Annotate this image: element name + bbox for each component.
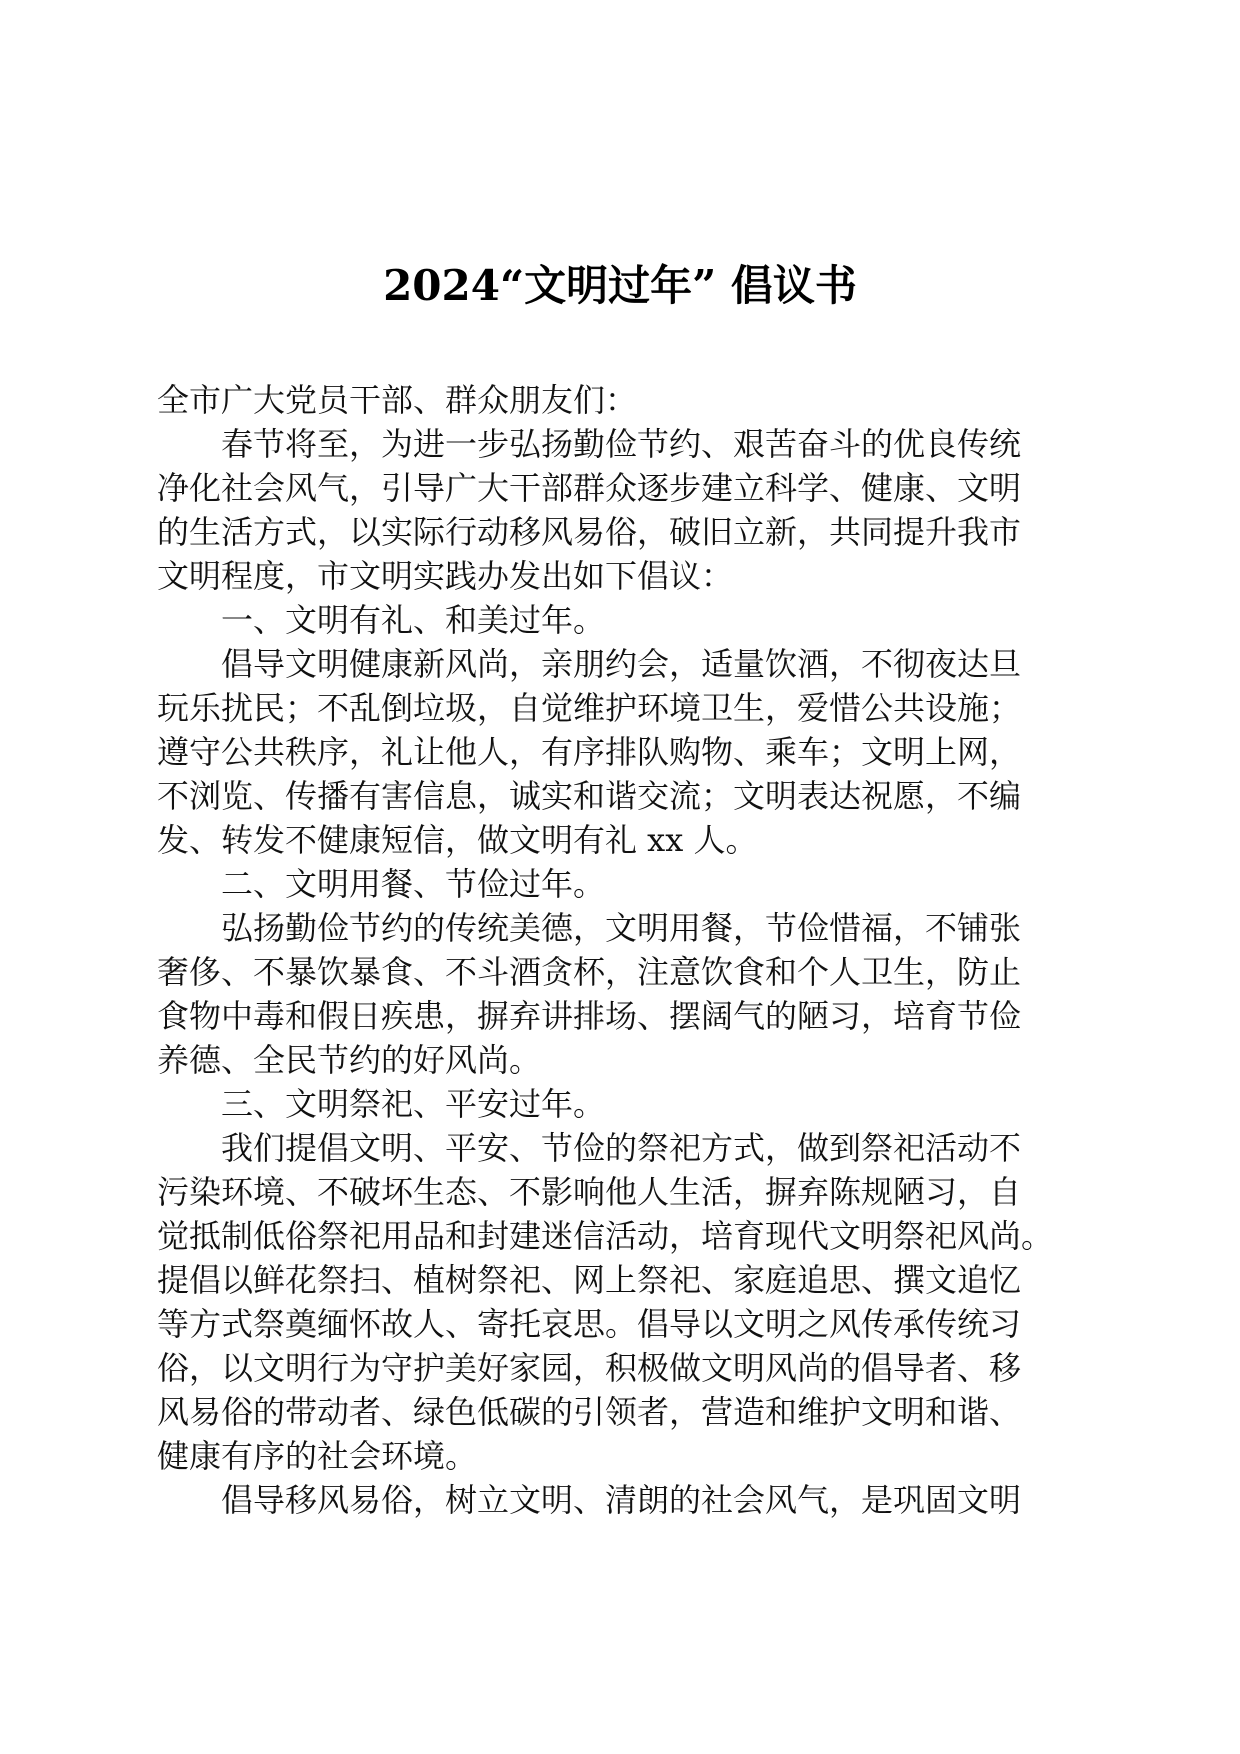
body-text-line: 污染环境、不破坏生态、不影响他人生活，摒弃陈规陋习，自 bbox=[157, 1173, 1022, 1211]
body-text-line: 春节将至，为进一步弘扬勤俭节约、艰苦奋斗的优良传统 bbox=[221, 425, 1022, 463]
body-text-line: 全市广大党员干部、群众朋友们： bbox=[157, 381, 638, 419]
body-text-line: 倡导移风易俗，树立文明、清朗的社会风气，是巩固文明 bbox=[221, 1481, 1022, 1519]
body-text-line: 不浏览、传播有害信息，诚实和谐交流；文明表达祝愿，不编 bbox=[157, 777, 1022, 815]
body-text-line: 提倡以鲜花祭扫、植树祭祀、网上祭祀、家庭追思、撰文追忆 bbox=[157, 1261, 1022, 1299]
body-text-line: 弘扬勤俭节约的传统美德，文明用餐，节俭惜福，不铺张 bbox=[221, 909, 1022, 947]
body-text-line: 净化社会风气，引导广大干部群众逐步建立科学、健康、文明 bbox=[157, 469, 1022, 507]
body-text-line: 风易俗的带动者、绿色低碳的引领者，营造和维护文明和谐、 bbox=[157, 1393, 1022, 1431]
body-text-line: 倡导文明健康新风尚，亲朋约会，适量饮酒，不彻夜达旦 bbox=[221, 645, 1022, 683]
body-text-line: 的生活方式，以实际行动移风易俗，破旧立新，共同提升我市 bbox=[157, 513, 1022, 551]
body-text-line: 发、转发不健康短信，做文明有礼 xx 人。 bbox=[157, 821, 758, 859]
document-title: 2024“文明过年” 倡议书 bbox=[383, 261, 857, 310]
body-text-line: 奢侈、不暴饮暴食、不斗酒贪杯，注意饮食和个人卫生，防止 bbox=[157, 953, 1022, 991]
body-text-line: 一、文明有礼、和美过年。 bbox=[221, 601, 606, 639]
body-text-line: 俗，以文明行为守护美好家园，积极做文明风尚的倡导者、移 bbox=[157, 1349, 1022, 1387]
document-body bbox=[157, 378, 1077, 1522]
body-text-line: 三、文明祭祀、平安过年。 bbox=[221, 1085, 606, 1123]
body-text-line: 健康有序的社会环境。 bbox=[157, 1437, 478, 1475]
body-text-line: 觉抵制低俗祭祀用品和封建迷信活动，培育现代文明祭祀风尚。 bbox=[157, 1217, 1054, 1255]
body-text-line: 二、文明用餐、节俭过年。 bbox=[221, 865, 606, 903]
body-text-line: 等方式祭奠缅怀故人、寄托哀思。倡导以文明之风传承传统习 bbox=[157, 1305, 1022, 1343]
body-text-line: 食物中毒和假日疾患，摒弃讲排场、摆阔气的陋习，培育节俭 bbox=[157, 997, 1022, 1035]
body-text-line: 遵守公共秩序，礼让他人，有序排队购物、乘车；文明上网， bbox=[157, 733, 1022, 771]
body-text-line: 我们提倡文明、平安、节俭的祭祀方式，做到祭祀活动不 bbox=[221, 1129, 1022, 1167]
body-text-line: 文明程度，市文明实践办发出如下倡议： bbox=[157, 557, 734, 595]
body-text-line: 养德、全民节约的好风尚。 bbox=[157, 1041, 542, 1079]
body-text-line: 玩乐扰民；不乱倒垃圾，自觉维护环境卫生，爱惜公共设施； bbox=[157, 689, 1022, 727]
